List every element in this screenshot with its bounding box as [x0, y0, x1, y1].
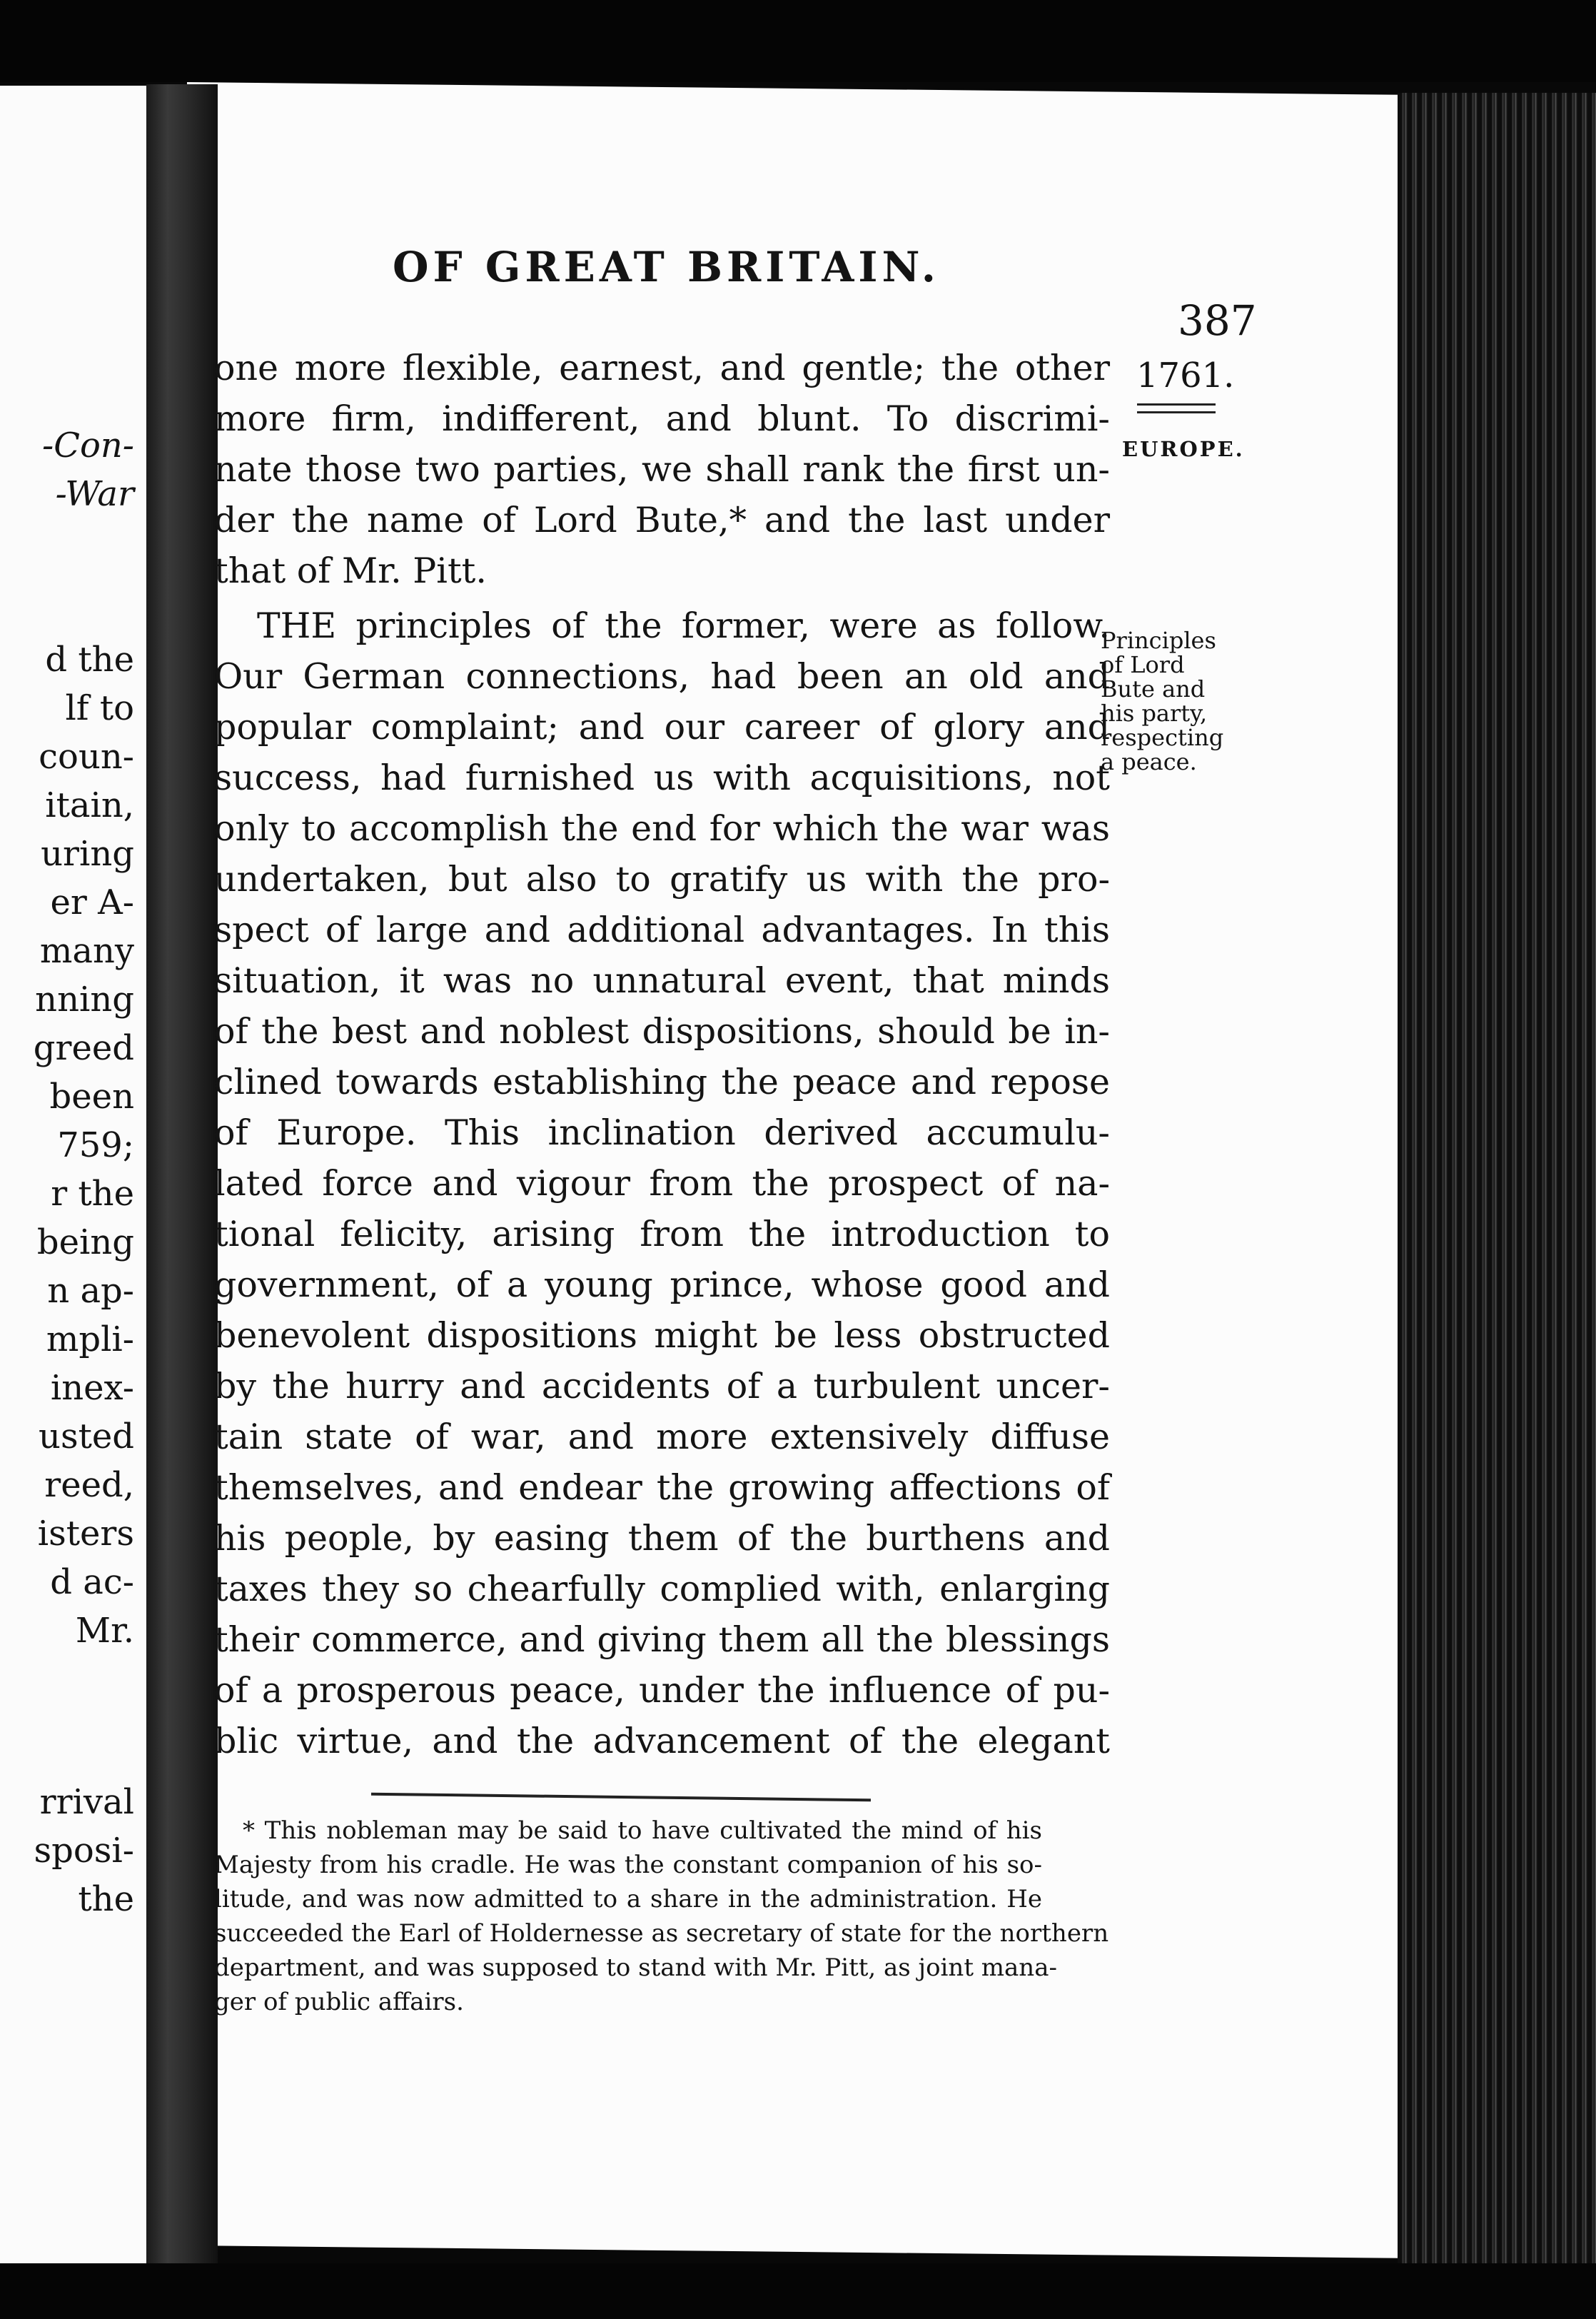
body-line: Our German connections, had been an old and: [214, 656, 1110, 697]
facing-page-line: er A-: [50, 882, 134, 922]
page-number: 387: [1178, 296, 1257, 345]
body-line: their commerce, and giving them all the blessings: [214, 1619, 1110, 1660]
facing-page-line: Mr.: [75, 1611, 134, 1651]
book-gutter: [146, 84, 218, 2283]
body-line: government, of a young prince, whose good and: [214, 1264, 1110, 1305]
facing-page-line: n ap-: [47, 1271, 134, 1311]
facing-page: [0, 86, 150, 2270]
body-line: one more flexible, earnest, and gentle; the other: [214, 348, 1110, 388]
footnote-line: Majesty from his cradle. He was the constant companion of his so-: [214, 1851, 1042, 1879]
body-line: tain state of war, and more extensively diffuse: [214, 1417, 1110, 1457]
body-text: [214, 343, 1110, 1766]
footnote: [214, 1814, 1109, 2019]
side-note-line: respecting: [1101, 724, 1224, 751]
side-note-line: Bute and: [1101, 675, 1206, 703]
side-note-line: a peace.: [1101, 748, 1197, 775]
facing-page-line: been: [49, 1077, 134, 1117]
facing-page-line: coun-: [39, 737, 134, 777]
facing-page-line: inex-: [50, 1368, 134, 1408]
body-line: der the name of Lord Bute,* and the last under: [214, 500, 1110, 540]
body-line: only to accomplish the end for which the war was: [214, 808, 1110, 849]
body-line: clined towards establishing the peace and repose: [214, 1062, 1110, 1102]
facing-page-line: many: [39, 931, 134, 971]
page-edges: [1398, 93, 1596, 2278]
facing-page-line: nning: [35, 980, 134, 1020]
footnote-line: * This nobleman may be said to have cultivated the mind of his: [243, 1816, 1042, 1845]
margin-region: EUROPE.: [1122, 437, 1245, 461]
facing-page-line: 759;: [57, 1125, 134, 1165]
side-note-line: his party,: [1101, 700, 1208, 727]
body-line: popular complaint; and our career of glory and: [214, 707, 1110, 748]
footnote-line: succeeded the Earl of Holdernesse as secretary of state for the northern: [214, 1919, 1109, 1948]
body-line: his people, by easing them of the burthens and: [214, 1518, 1110, 1559]
facing-page-line: r the: [51, 1174, 134, 1214]
facing-page-line: itain,: [45, 785, 134, 825]
scan-border-bottom: [0, 2263, 1596, 2319]
body-line: success, had furnished us with acquisitions, not: [214, 758, 1110, 798]
facing-page-line: sposi-: [34, 1831, 134, 1871]
running-title: OF GREAT BRITAIN.: [393, 243, 940, 291]
facing-page-line: d the: [45, 640, 134, 680]
facing-page-line: rrival: [39, 1782, 134, 1822]
side-note-line: Principles: [1101, 627, 1216, 654]
body-line: nate those two parties, we shall rank the first un-: [214, 449, 1110, 490]
facing-page-line: -War: [55, 474, 134, 514]
body-line: undertaken, but also to gratify us with the pro-: [214, 859, 1110, 900]
body-line: lated force and vigour from the prospect of na-: [214, 1163, 1110, 1204]
facing-page-line: usted: [39, 1417, 134, 1457]
body-line: benevolent dispositions might be less obstructed: [214, 1315, 1110, 1356]
page-header: [200, 175, 1271, 345]
facing-page-line: being: [36, 1222, 134, 1262]
facing-page-line: greed: [33, 1028, 134, 1068]
margin-side-note: [1101, 628, 1243, 774]
facing-page-line: -Con-: [42, 426, 134, 466]
facing-page-line: isters: [37, 1514, 134, 1554]
footnote-line: ger of public affairs.: [214, 1988, 464, 2016]
footnote-line: department, and was supposed to stand with Mr. Pitt, as joint mana-: [214, 1953, 1057, 1982]
body-line: by the hurry and accidents of a turbulent uncer-: [214, 1366, 1110, 1407]
facing-page-line: mpli-: [46, 1319, 134, 1359]
facing-page-line: reed,: [44, 1465, 134, 1505]
body-line: spect of large and additional advantages. In this: [214, 910, 1110, 950]
facing-page-line: d ac-: [50, 1562, 134, 1602]
facing-page-line: lf to: [65, 688, 134, 728]
year-rule: [1137, 403, 1216, 413]
body-line: of a prosperous peace, under the influence of pu-: [214, 1670, 1110, 1711]
body-line: of the best and noblest dispositions, should be in-: [214, 1011, 1110, 1052]
body-line: themselves, and endear the growing affections of: [214, 1467, 1110, 1508]
body-line: taxes they so chearfully complied with, enlarging: [214, 1569, 1110, 1609]
body-line: THE principles of the former, were as follow.: [257, 605, 1110, 646]
body-line: tional felicity, arising from the introduction to: [214, 1214, 1110, 1254]
footnote-line: litude, and was now admitted to a share in the administration. He: [214, 1885, 1042, 1913]
scan-border-top: [0, 0, 1596, 82]
side-note-line: of Lord: [1101, 651, 1185, 678]
facing-page-line: the: [78, 1879, 134, 1919]
body-line: of Europe. This inclination derived accumulu-: [214, 1112, 1110, 1153]
body-line: more firm, indifferent, and blunt. To discrimi-: [214, 398, 1110, 439]
facing-page-line: uring: [41, 834, 134, 874]
margin-year: 1761.: [1136, 356, 1235, 396]
body-line: blic virtue, and the advancement of the elegant: [214, 1721, 1110, 1761]
body-line: situation, it was no unnatural event, that minds: [214, 960, 1110, 1001]
body-line: that of Mr. Pitt.: [214, 550, 487, 591]
